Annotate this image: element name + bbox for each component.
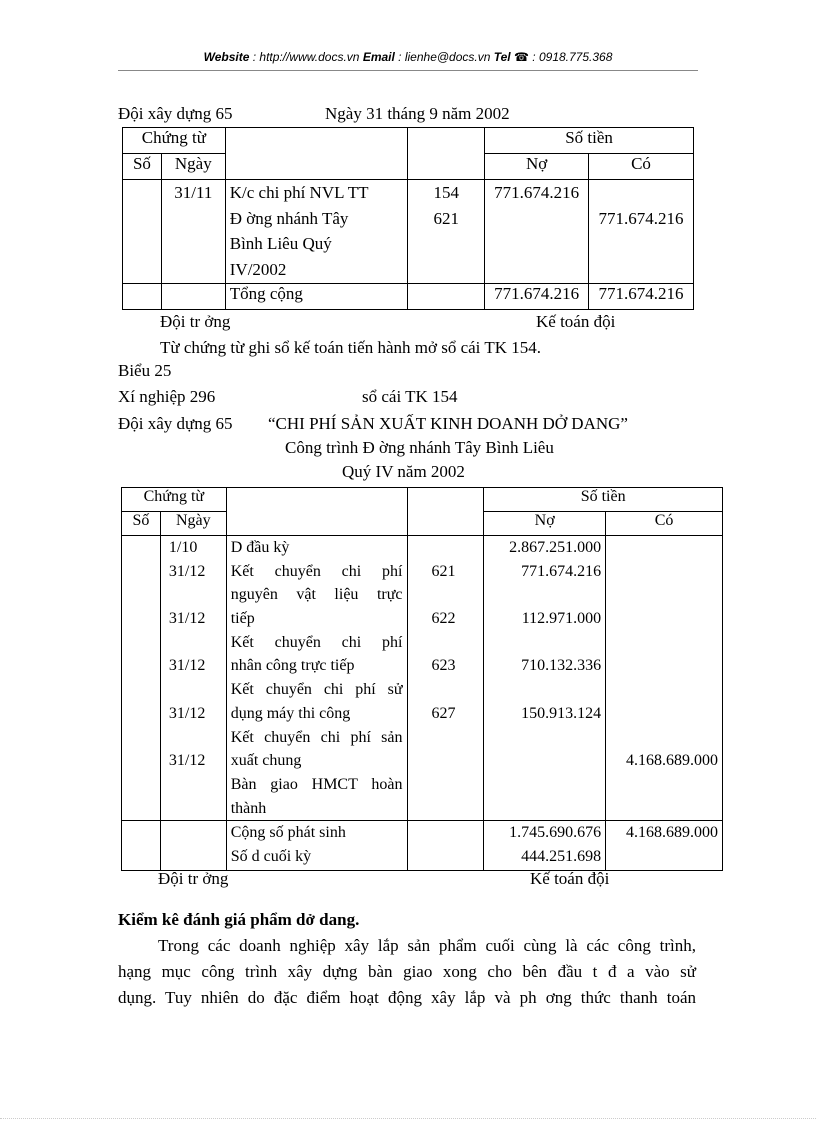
ledger-date: 1/10 xyxy=(168,539,198,556)
ledger-acct: 621 xyxy=(431,562,456,580)
voucher-row-co: 771.674.216 xyxy=(598,208,684,228)
ledger-sum-co: 4.168.689.000 xyxy=(626,824,718,842)
ledger-co xyxy=(610,702,718,726)
ledger-no: 112.971.000 xyxy=(521,610,602,628)
ledger-col-ngay: Ngày xyxy=(160,512,226,536)
ledger-desc-line: Kết chuyển chi phí xyxy=(230,633,403,651)
voucher-col-chungtu: Chứng từ xyxy=(123,128,226,154)
ledger-date: 31/12 xyxy=(168,562,206,580)
ledger-desc-line: xuất chung xyxy=(230,752,302,770)
ledger-date xyxy=(169,726,222,750)
ledger-co xyxy=(610,583,718,607)
ledger-date xyxy=(169,797,222,821)
ledger-no: 771.674.216 xyxy=(521,562,602,580)
ledger-sign-left: Đội tr ởng xyxy=(158,869,229,888)
ledger-end-no: 444.251.698 xyxy=(521,847,602,865)
table-row xyxy=(122,536,723,821)
ledger-co xyxy=(610,560,718,584)
ledger-desc-line: Kết chuyển chi phí xyxy=(230,562,403,580)
website-value[interactable]: : http://www.docs.vn xyxy=(252,50,360,64)
paragraph-line: dụng. Tuy nhiên do đặc điểm hoạt động xây lắp và ph ơng thức thanh toán xyxy=(118,988,696,1007)
voucher-date: Ngày 31 tháng 9 năm 2002 xyxy=(325,104,510,123)
voucher-col-no: Nợ xyxy=(485,154,589,180)
page-bottom-border xyxy=(0,1118,816,1119)
ledger-date: 31/12 xyxy=(168,610,206,628)
page-header xyxy=(0,50,816,64)
ledger-date xyxy=(169,631,222,655)
ledger-acct: 627 xyxy=(431,704,456,722)
ledger-title: “CHI PHÍ SẢN XUẤT KINH DOANH DỞ DANG” xyxy=(268,414,628,433)
ledger-end-label: Số d cuối kỳ xyxy=(230,847,312,865)
ledger-col-no: Nợ xyxy=(484,512,606,536)
voucher-row-date: 31/11 xyxy=(174,183,213,202)
ledger-desc-line: Bàn giao HMCT hoàn xyxy=(230,775,403,793)
email-label: Email xyxy=(362,50,395,64)
paragraph-line: hạng mục công trình xây dựng bàn giao xong cho bên đầu t đ a vào sử xyxy=(118,962,696,981)
ledger-desc-line: nguyên vật liệu trực xyxy=(230,586,403,604)
ledger-acct: 622 xyxy=(431,610,456,628)
voucher-col-ngay: Ngày xyxy=(161,154,225,180)
section-heading: Kiểm kê đánh giá phẩm dở dang. xyxy=(118,910,360,929)
ledger-date: 31/12 xyxy=(168,752,206,770)
tel-label: Tel xyxy=(493,50,511,64)
voucher-total-no: 771.674.216 xyxy=(485,284,589,310)
ledger-co xyxy=(610,536,718,560)
ledger-acct xyxy=(432,536,480,560)
voucher-total-label: Tổng cộng xyxy=(225,284,408,310)
ledger-no: 710.132.336 xyxy=(521,657,602,675)
website-label: Website xyxy=(203,50,250,64)
table-row xyxy=(122,821,723,871)
ledger-desc-line: nhân công trực tiếp xyxy=(230,657,355,675)
ledger-date xyxy=(169,678,222,702)
voucher-desc-line: Đ ờng nhánh Tây xyxy=(229,208,349,228)
voucher-row-no: 771.674.216 xyxy=(494,183,580,202)
ledger-desc-line: thành xyxy=(230,799,267,817)
ledger-desc-line: Kết chuyển chi phí sử xyxy=(230,681,403,699)
voucher-desc-line: Bình Liêu Quý xyxy=(229,234,332,253)
voucher-acct-debit: 154 xyxy=(433,183,460,202)
ledger-desc-line: Kết chuyển chi phí sản xyxy=(230,728,403,746)
ledger-acct xyxy=(432,678,480,702)
table-row xyxy=(123,284,694,310)
ledger-co xyxy=(610,654,718,678)
ledger-table xyxy=(121,487,723,871)
ledger-date xyxy=(169,773,222,797)
ledger-no: 2.867.251.000 xyxy=(509,539,602,556)
phone-icon: ☎ xyxy=(514,50,529,64)
ledger-co xyxy=(610,678,718,702)
voucher-acct-credit: 621 xyxy=(433,208,460,228)
voucher-desc-line: K/c chi phí NVL TT xyxy=(229,183,369,202)
ledger-col-chungtu: Chứng từ xyxy=(122,488,227,512)
voucher-col-co: Có xyxy=(589,154,694,180)
voucher-desc-line: IV/2002 xyxy=(229,259,287,279)
ledger-sum-no: 1.745.690.676 xyxy=(509,824,602,842)
ledger-date xyxy=(169,583,222,607)
ledger-book: sổ cái TK 154 xyxy=(362,387,458,406)
voucher-col-so: Số xyxy=(123,154,162,180)
ledger-date: 31/12 xyxy=(168,657,206,675)
intro-text: Từ chứng từ ghi sổ kế toán tiến hành mở sổ cái TK 154. xyxy=(160,338,541,357)
tel-value: : 0918.775.368 xyxy=(532,50,613,64)
ledger-col-co: Có xyxy=(606,512,723,536)
ledger-desc-line: dụng máy thi công xyxy=(230,704,351,722)
ledger-no xyxy=(488,678,601,702)
voucher-sign-left: Đội tr ởng xyxy=(160,312,231,331)
ledger-co xyxy=(610,726,718,750)
ledger-col-so: Số xyxy=(122,512,161,536)
bieu-label: Biểu 25 xyxy=(118,361,172,380)
ledger-acct: 623 xyxy=(431,657,456,675)
ledger-co xyxy=(610,607,718,631)
ledger-no xyxy=(488,583,601,607)
voucher-sign-right: Kế toán đội xyxy=(536,312,616,331)
ledger-sign-right: Kế toán đội xyxy=(530,869,610,888)
ledger-sum-label: Cộng số phát sinh xyxy=(230,824,346,842)
ledger-col-desc xyxy=(226,488,407,536)
voucher-unit: Đội xây dựng 65 xyxy=(118,104,233,123)
ledger-co: 4.168.689.000 xyxy=(626,752,718,770)
section-paragraph xyxy=(118,933,696,1011)
ledger-co xyxy=(610,631,718,655)
ledger-desc-line: D đầu kỳ xyxy=(230,539,290,556)
ledger-company: Xí nghiệp 296 xyxy=(118,387,216,406)
ledger-acct xyxy=(432,583,480,607)
voucher-total-co: 771.674.216 xyxy=(589,284,694,310)
ledger-project: Công trình Đ ờng nhánh Tây Bình Liêu xyxy=(285,438,554,457)
voucher-table xyxy=(122,127,694,310)
header-divider xyxy=(118,70,698,71)
ledger-acct xyxy=(432,631,480,655)
ledger-date: 31/12 xyxy=(168,704,206,722)
ledger-col-sotien: Số tiền xyxy=(484,488,723,512)
table-row xyxy=(123,180,694,284)
ledger-period: Quý IV năm 2002 xyxy=(342,462,465,481)
ledger-no xyxy=(488,631,601,655)
ledger-desc-line: tiếp xyxy=(230,610,255,628)
ledger-unit: Đội xây dựng 65 xyxy=(118,414,233,433)
paragraph-line: Trong các doanh nghiệp xây lắp sản phẩm cuối cùng là các công trình, xyxy=(158,936,696,955)
voucher-col-acct xyxy=(408,128,485,180)
email-value[interactable]: : lienhe@docs.vn xyxy=(398,50,491,64)
voucher-col-desc xyxy=(225,128,408,180)
ledger-col-acct xyxy=(407,488,484,536)
ledger-no: 150.913.124 xyxy=(521,704,602,722)
voucher-col-sotien: Số tiền xyxy=(485,128,694,154)
